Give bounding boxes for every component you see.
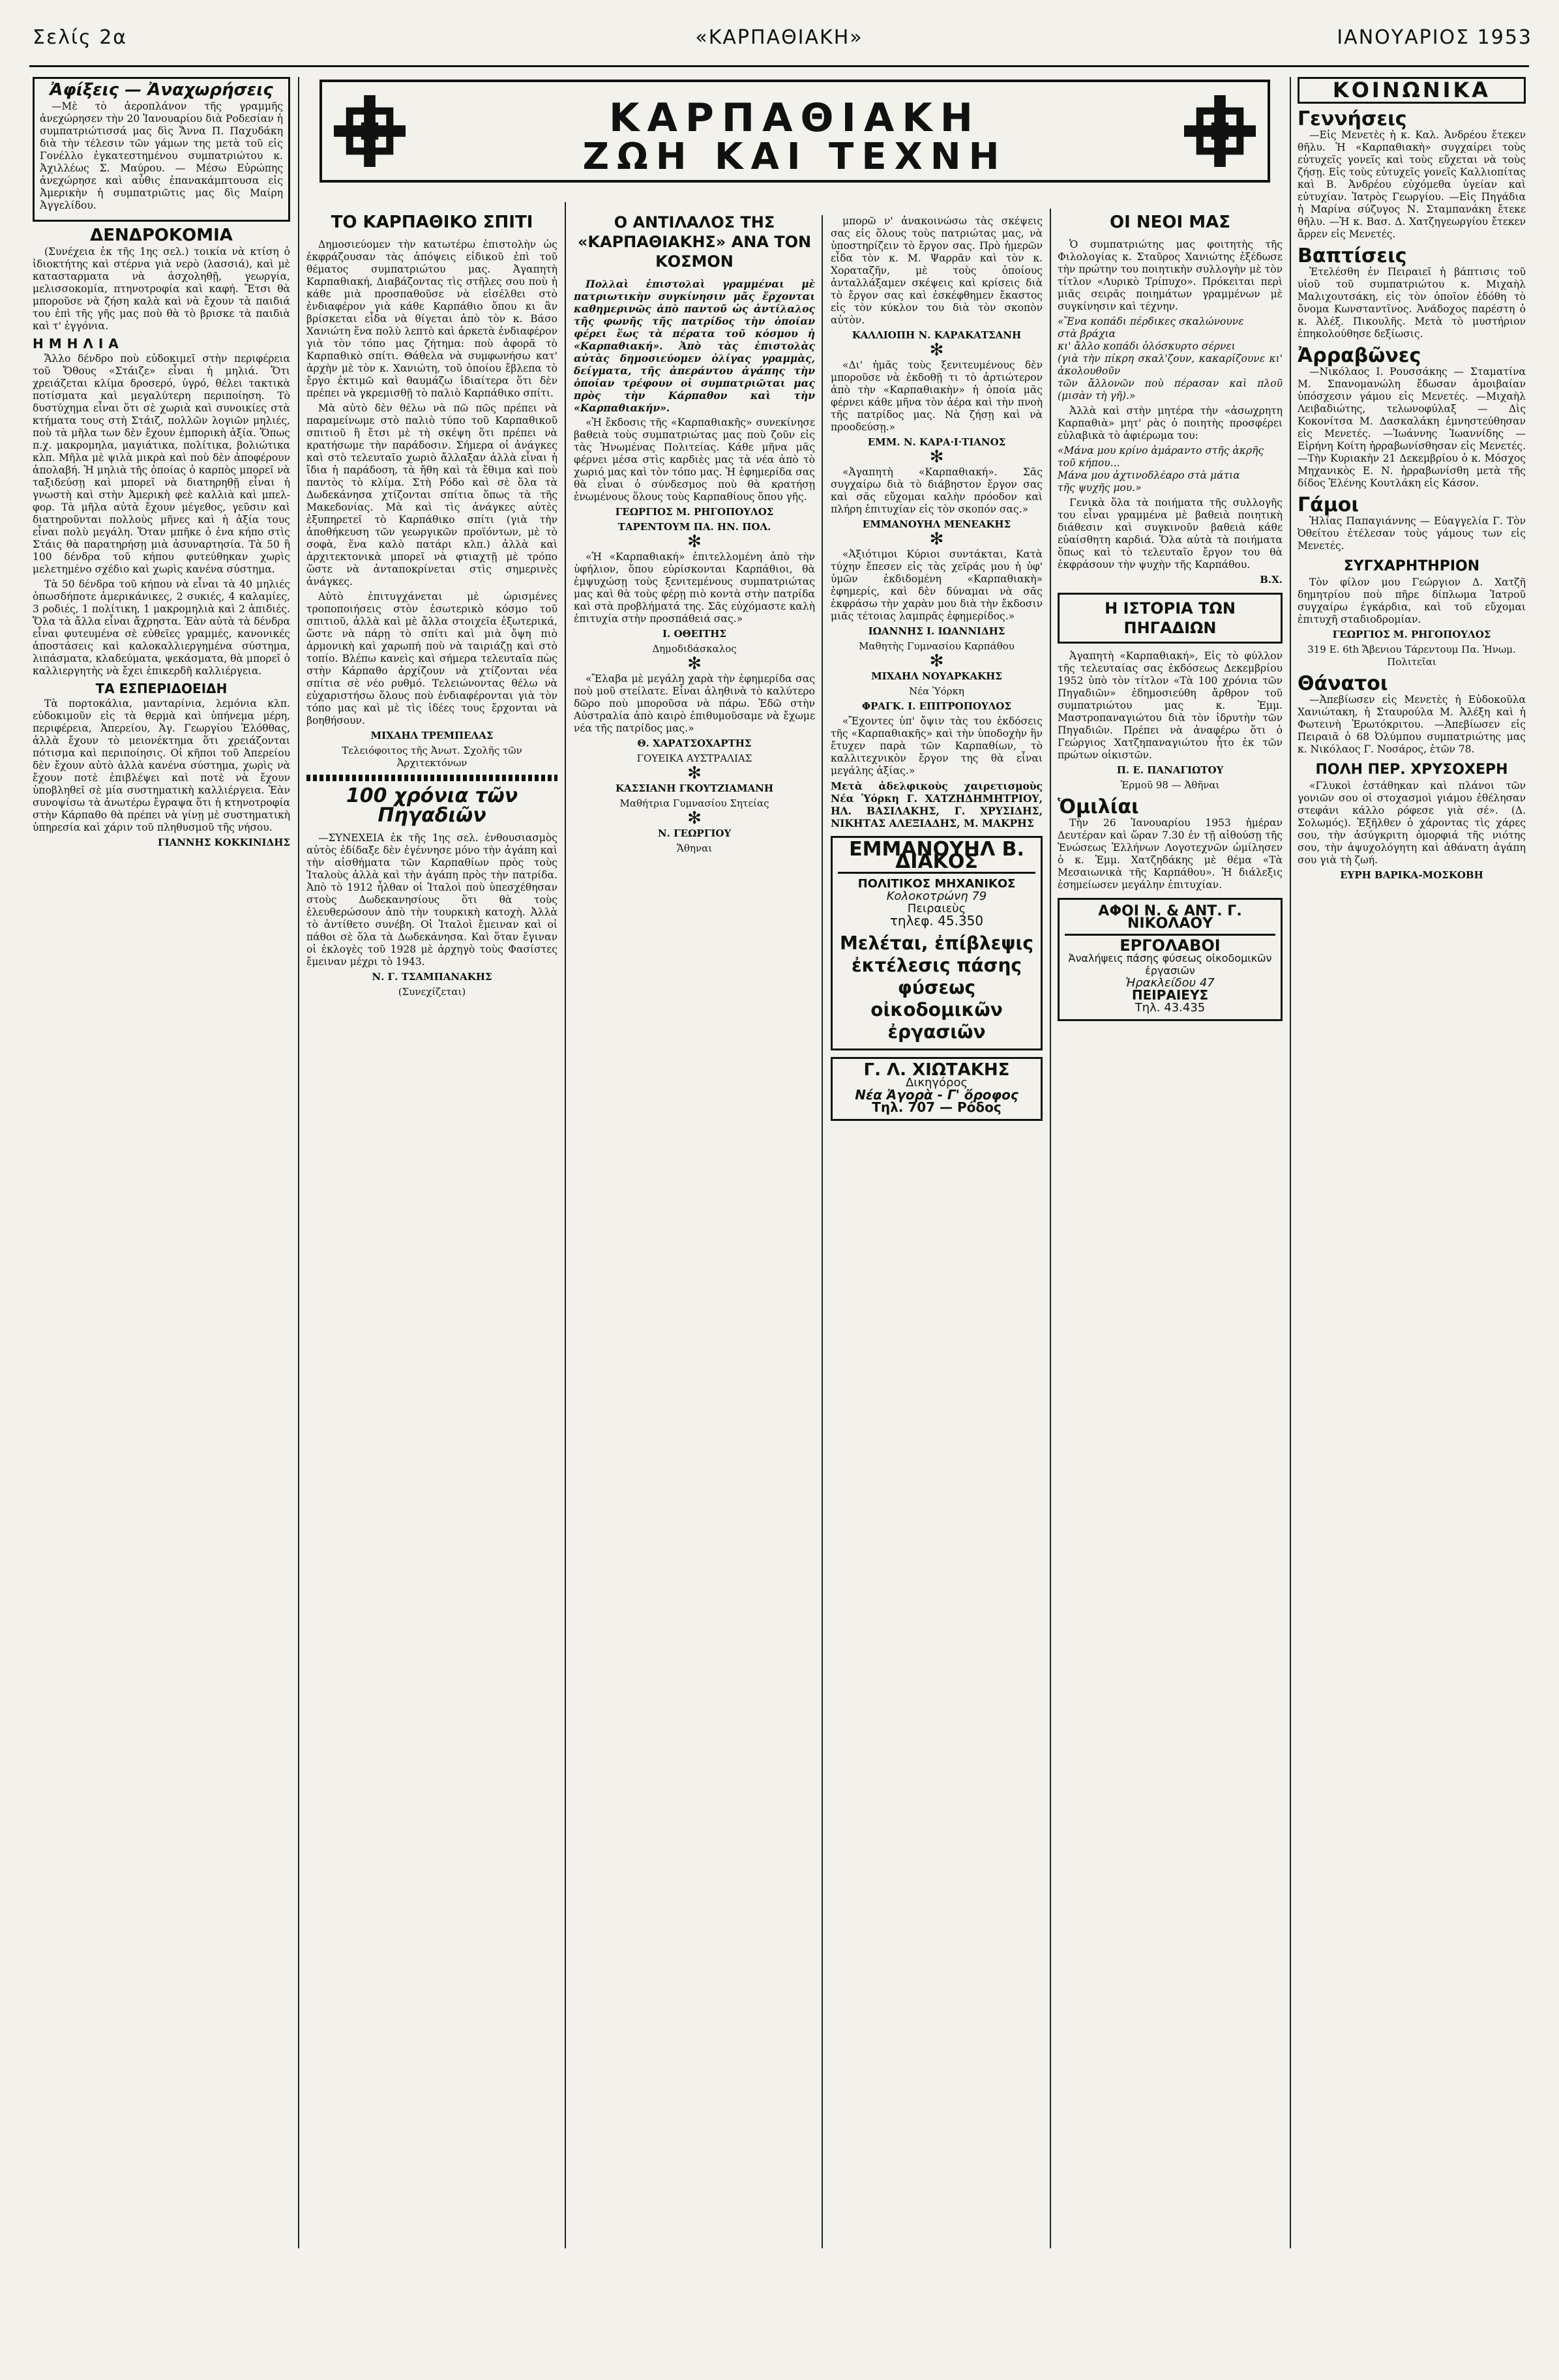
paragraph: «Ἔχοντες ὑπ' ὄψιν τὰς του ἐκδόσεις τῆς «Καρπαθιακῆς» καὶ τὴν ὑποδοχὴν ἣν ἔτυχεν παρὰ τῶν Καρπαθίων, τὸ καλλιτεχνικὸν ἔργον της θὰ εἶναι μεγάλης ἀξίας.» [831,715,1043,777]
ad-phone: Τηλ. 43.435 [1135,1001,1206,1015]
paragraph: —ΣΥΝΕΧΕΙΑ ἐκ τῆς 1ης σελ. ἐνθουσιασμὸς αὐτὸς ἐδίδαξε δὲν ἐγέννησε μόνο τὴν ἀγάπη καὶ τὴν αἰσθήματα τῶν Καρπαθίων πρὸς τοὺς Ἰταλοὺς ἀλλὰ καὶ τὴν ἀγάπη πρὸς τὴν πατρίδα. Ἀπὸ τὸ 1912 ἦλθαν οἱ Ἰταλοὶ ποὺ ὑπεσχέθησαν στοὺς Δωδεκανησίους ὅτι θὰ τοὺς ἐλευθερώσουν ἀπὸ τὴν τουρκικὴ κατοχὴ. Ἀλλὰ τὸ ἀντίθετο συνέβη. Οἱ Ἰταλοὶ ἔμειναν καὶ οἱ πάθοι σὲ ὅλα τὰ Δωδεκάνησα. Καὶ ὅταν ἔγιναν οἱ ἐκλογὲς τοῦ 1928 μὲ ἀρχηγὸ τοὺς Φασίστες ἔμειναν μέχρι τὸ 1943. [306,832,557,968]
signature: ΦΡΑΓΚ. Ι. ΕΠΙΤΡΟΠΟΥΛΟΣ [862,700,1011,712]
signature: ΓΕΩΡΓΙΟΣ Μ. ΡΗΓΟΠΟΥΛΟΣ [615,506,774,518]
folk-motif-icon [1184,95,1256,167]
paragraph: Ὁ συμπατριώτης μας φοιτητὴς τῆς Φιλολογίας κ. Σταῦρος Χανιώτης ἐξέδωσε τὴν πρώτην του ποιητικὴν συλλογὴν μὲ τὸν τίτλον «Λυρικὸ Τρίπυχο». Πρόκειται περὶ μιᾶς σειρᾶς ποιημάτων γραμμένων μὲ συγκίνησιν καὶ τέχνην. [1058,239,1283,312]
signature-title: Μαθήτρια Γυμνασίου Σητείας [619,797,769,809]
column-2 [306,209,557,2373]
paragraph: Ἀλλὰ καὶ στὴν μητέρα τὴν «ἀσωχρητη Καρπαθιὰ» μητ' ρὰς ὁ ποιητὴς προσφέρει εὐλαβικὰ τὸ ἀφιέρωμα του: [1058,405,1283,441]
ad-body: Ἀναλήψεις πάσης φύσεως οἰκοδομικῶν ἐργασιῶν [1068,952,1272,977]
signature-title: Μαθητὴς Γυμνασίου Καρπάθου [859,640,1015,652]
column-divider [822,215,823,2248]
paragraph: Ἀγαπητὴ «Καρπαθιακή», Εἰς τὸ φύλλον τῆς τελευταίας σας ἐκδόσεως Δεκεμβρίου 1952 ὑπὸ τὸν τίτλον «Τὰ 100 χρόνια τῶν Πηγαδιῶν» ἐδημοσιεύθη ἄρθρον τοῦ συμπατριώτου μας κ. Ἐμμ. Μαστροπαναγιώτου διὰ τὸν ἰδρυτὴν τῶν Πηγαδιῶν. Πρέπει νὰ ἀναφέρω ὅτι ὁ Γεώργιος Χατζηπαναγιώτου ἦτο ἐκ τῶν πρώτων οἰκιστῶν. [1058,650,1283,761]
star-separator-icon: ✻ [687,654,702,674]
signature: ΓΙΑΝΝΗΣ ΚΟΚΚΙΝΙΔΗΣ [157,837,290,848]
paragraph: μπορῶ ν' ἀνακοινώσω τὰς σκέψεις σας εἰς ὅλους τοὺς πατριώτας μας, νὰ ὑποστηρίζειν τὸ ἔργον σας. Πρὸ ἡμερῶν εἶδα τὸν κ. Μ. Ψαρρᾶν καὶ τὸν κ. Χοραταζῆν, μὲ τοὺς ὁποίους ἀνταλλάξαμεν σκέψεις καὶ κρίσεις διὰ τὸ ἔργον σας καὶ ἐσκέφθημεν ἔκαστος εἰς τὸν κύκλον του διὰ τὸν σκοπὸν αὐτὸν. [831,215,1043,326]
ad-role: ΠΟΛΙΤΙΚΟΣ ΜΗΧΑΝΙΚΟΣ [857,877,1016,891]
column-4 [831,215,1043,2380]
ad-name: ΕΜΜΑΝΟΥΗΛ Β. ΔΙΑΚΟΣ [838,843,1035,874]
paragraph: «Ἔλαβα μὲ μεγάλη χαρὰ τὴν ἐφημερίδα σας ποὺ μοῦ στείλατε. Εἶναι ἀληθινὰ τὸ καλύτερο δῶρο ποὺ μποροῦσα νὰ πάρω. Ἐδῶ στὴν Αὐστραλία ἀπὸ καιρὸ ἐπιθυμοῦσαμε νὰ ἔχωμε νέα τῆς πατρίδος μας.» [574,673,815,734]
column-5 [1058,209,1283,2373]
signature-group: Μετὰ ἀδελφικοὺς χαιρετισμοὺς Νέα Ὑόρκη Γ. ΧΑΤΖΗΔΗΜΗΤΡΙΟΥ, ΗΛ. ΒΑΣΙΛΑΚΗΣ, Γ. ΧΡΥΣΙΔΗΣ, ΝΙΚΗΤΑΣ ΑΛΕΞΙΑΔΗΣ, Μ. ΜΑΚΡΗΣ [831,780,1043,829]
paragraph: Ἡλίας Παπαγιάννης — Εὐαγγελία Γ. Τὸν Ὀθείτου ἐτέλεσαν τοὺς γάμους των εἰς Μενετές. [1298,515,1526,552]
ad-address: Κολοκοτρώνη 79 [886,889,987,903]
section-banner [319,80,1270,183]
ad-role: ΕΡΓΟΛΑΒΟΙ [1120,936,1221,955]
signature: Ν. ΓΕΩΡΓΙΟΥ [657,827,732,839]
ad-name: ΑΦΟΙ Ν. & ΑΝΤ. Γ. ΝΙΚΟΛΑΟΥ [1065,905,1275,936]
paragraph: «Ἀγαπητὴ «Καρπαθιακή». Σᾶς συγχαίρω διὰ τὸ διάβηστον ἔργον σας καὶ σᾶς εὔχομαι καλὴν πρόοδον καὶ πλήρη ἐπιτυχίαν εἰς τὸν σκοπόν σας.» [831,466,1043,515]
pigadia-history-box [1058,593,1283,644]
signature: ΕΜΜ. Ν. ΚΑΡΑ·Ι·ΤΙΑΝΟΣ [867,436,1006,448]
column-divider [1050,209,1051,2248]
paragraph: Τὰ πορτοκάλια, μανταρίνια, λεμόνια κλπ. εὐδοκιμοῦν εἰς τὰ θερμὰ καὶ ὑπήνεμα μέρη, περιφέρεια, Ἀπερείου, Ἀγ. Γεωργίου Ἐλόθθας, ἀλλὰ ἔχουν τὸ μειονέκτημα ὅτι χρειάζονται πότισμα καὶ περιποίησις. Οἱ κῆποι τοῦ Ἀπερείου δὲν ἔχουν αὐτὸ ἀλλὰ κανένα σύστημα, χωρὶς νὰ ἔχουν ποτὲ ἐπιβλέψει καὶ ποτὲ νὰ ἔχουν ὑποβληθεῖ σὲ μία συστηματικὴ καλλιέργεια. Ἐὰν συνοψίσω τὰ ἀνωτέρω ἔγραψα ὅτι ἡ κτηνοτροφία στὴν Κάρπαθο θὰ πρέπει νὰ γίνῃ μὲ συστηματικὴ ὑπηρεσία καὶ χάριν τοῦ πληθυσμοῦ τῆς νήσου. [33,698,290,833]
ad-role: Δικηγόρος [905,1076,968,1090]
paragraph: Ἄλλο δένδρο ποὺ εὐδοκιμεῖ στὴν περιφέρεια τοῦ Ὄθους «Στάιζε» εἶναι ἡ μηλιά. Ὅτι χρειάζεται κλίμα δροσερό, ὑγρό, θέλει τακτικὰ ποτίσματα καὶ μεγαλύτερη περιποίηση. Τὸ δυστύχημα εἶναι ὅτι σὲ χωριὰ καὶ συνοικίες στὰ κτήματα τους στὴ Στάιζ, πολλῶν λογιῶν μηλιές, ποὺ τὰ μῆλα των δὲν ἔχουν ἐμπορικὴ ἀξία. Ὅπως π.χ. μακρομηλα, μαγιάτικα, πολίτικα, βολιώτικα κλπ. Μῆλα μὲ ψιλὰ μικρὰ καὶ ποὺ δὲν ἀποφέρουν ἀπολαβή. Ἡ μηλιὰ τῆς ὁποίας ὁ καρπὸς μπορεῖ νὰ ταξιδεύσῃ καὶ μπορεῖ νὰ διατηρηθῇ εἶναι ἡ γνωστὴ καὶ στὴν Ἀμερικὴ φεὲ καλλιὰ καὶ μπελ-φορ. Τὰ μῆλα αὐτὰ ἔχουν μέγεθος, γεῦσιν καὶ διατηροῦνται πολλοὺς μῆνες καὶ ἡ ἀξία τους εἶναι πολὺ μεγάλη. Ὅταν μπῆκε ὁ ἐνα κήπο στὶς Στάις θὰ παρατηρήσῃ μιὰ ἀσυναρτησία. Τὰ 50 ἢ 100 δένδρα τοῦ κήπου φυτεύθηκαν χωρὶς μελετημένο σχέδιο καὶ χωρὶς κανένα σύστημα. [33,353,290,575]
signature: ΚΑΛΛΙΟΠΗ Ν. ΚΑΡΑΚΑΤΣΑΝΗ [852,329,1022,341]
ad-address: Ἡρακλείδου 47 [1125,976,1215,990]
advertisement-diakos [831,836,1043,1050]
paragraph: Τὸν φίλον μου Γεώργιον Δ. Χατζῆ δημητρίου ποὺ πῆρε δίπλωμα Ἰατροῦ συγχαίρω ἐγκάρδια, καὶ τοῦ εὔχομαι ἐπιτυχῆ σταδιοδρομίαν. [1298,576,1526,625]
paragraph: —Ἀπεβίωσεν εἰς Μενετὲς ἡ Εὐδοκοῦλα Χανιώτακη, ἡ Σταυρούλα Μ. Ἀλέξη καὶ ἡ Φωτεινὴ Ἐρωτόκριτου. —Ἀπεβίωσεν εἰς Πειραιᾶ ὁ 68 Ὀλύμπου συμπατριώτης μας κ. Νικόλαος Γ. Νοσάρος, ἐτῶν 78. [1298,694,1526,755]
heading-vaptiseis: Βαπτίσεις [1298,245,1407,267]
ad-name: Γ. Λ. ΧΙΩΤΑΚΗΣ [863,1060,1010,1080]
article-title-istoria-pigadion: Η ΙΣΤΟΡΙΑ ΤΩΝ ΠΗΓΑΔΙΩΝ [1105,599,1236,637]
page-number: Σελίς 2α [33,26,128,49]
star-separator-icon: ✻ [687,764,702,783]
paragraph: «Γλυκοὶ ἐστάθηκαν καὶ πλάνοι τῶν γονιῶν σου οἱ στοχασμοὶ γιάμου ἐθέλησαν στεφάνι κάλλο ρόφεσε γιὰ σέ». (Δ. Σολωμός). Ἐξῆλθεν ὁ χάροντας τὶς χάρες σου, τὴν ἀσύγκριτη ὀμορφιά τῆς νιότης σου, τὴν ἀψυχολόγητη καὶ ἀθάνατη ἀγάπη σου γιὰ τὴ ζωή. [1298,780,1526,866]
star-separator-icon: ✻ [929,447,944,467]
koinonika-title: ΚΟΙΝΩΝΙΚΑ [1332,78,1491,102]
heading-genniseis: Γεννήσεις [1298,108,1407,130]
arrivals-box [33,77,290,222]
signature: Π. Ε. ΠΑΝΑΓΙΩΤΟΥ [1116,764,1224,776]
heading-arravones: Ἀρραβῶνες [1298,344,1421,367]
paragraph: Δημοσιεύομεν τὴν κατωτέρω ἐπιστολὴν ὡς ἐκφράζουσαν τὰς ἀπόψεις εἰδικοῦ ἐπὶ τοῦ θέματος συμπατριώτου μας. Ἀγαπητὴ Καρπαθιακή, Διαβάζοντας τὶς στῆλες σου ποὺ ἡ κάθε μιὰ προσπαθοῦσε νὰ εἰσέλθει στὸ ἐνδιαφέρον γιὰ κάθε Καρπάθιο ὅπου κι ἂν βρίσκεται εἶδα νὰ θίγεται ἀπὸ τὸν κ. Βάσο Χανιώτη ἕνα πολὺ λεπτὸ καὶ ἀρκετὰ ἐνδιαφέρον γιὰ τὸν τόπο μας ζήτημα: ποὺ ἀφορᾶ τὸ Καρπαθικὸ σπίτι. Θάθελα νὰ συμφωνήσω κατ' ἀρχὴν μὲ τὸν κ. Χανιώτη, τοῦ ὁποίου ἔβλεπα τὸ ἔργο ἐκτιμῶ καὶ θαυμάζω ἰδιαίτερα ὅτι δὲν πρέπει νὰ γκρεμισθῇ τὸ παλιὸ Καρπάθικο σπίτι. [306,239,557,399]
heading-dendrokomia: ΔΕΝΔΡΟΚΟΜΙΑ [90,226,233,245]
signature-place: ΓΟΥΕΙΚΑ ΑΥΣΤΡΑΛΙΑΣ [636,752,752,764]
signature: ΕΜΜΑΝΟΥΗΛ ΜΕΝΕΑΚΗΣ [862,518,1011,530]
star-separator-icon: ✻ [929,529,944,549]
heading-esperidoeidi: ΤΑ ΕΣΠΕΡΙΔΟΕΙΔΗ [95,681,228,696]
heading-thanatoi: Θάνατοι [1298,672,1388,695]
signature-place: ΤΑΡΕΝΤΟΥΜ ΠΑ. ΗΝ. ΠΟΛ. [617,521,771,533]
star-separator-icon: ✻ [687,532,702,552]
article-title-antilalos: Ο ΑΝΤΙΛΑΛΟΣ ΤΗΣ «ΚΑΡΠΑΘΙΑΚΗΣ» ΑΝΑ ΤΟΝ ΚΟΣΜΟΝ [577,213,812,271]
signature-note: (Συνεχίζεται) [398,986,466,998]
signature: Ι. ΟΘΕΙΤΗΣ [662,628,726,640]
column-divider [565,202,566,2248]
arrivals-text: —Μὲ τὸ ἀεροπλάνον τῆς γραμμῆς ἀνεχώρησεν τὴν 20 Ἰανουαρίου διὰ Ροδεσίαν ἡ συμπατριώτισσά μας δὶς Ἄννα Π. Παχυδάκη διὰ τὴν τέλεσιν τῶν γάμων της μετὰ τοῦ εἰς Γονέλλο ἐγκατεστημένου συμπατριώτου κ. Ἀχιλλέως Σ. Μαύρου. — Μέσω Εὐρώπης ἀνεχώρησε καὶ αὖθις ἐπανακάμπτουσα εἰς Ἀμερικὴν ἡ συμπατριῶτις μας δὶς Μαίρη Ἀγγελίδου. [40,100,283,211]
ad-phone: τηλεφ. 45.350 [889,913,984,929]
paragraph: «Ἡ ἔκδοσις τῆς «Καρπαθιακῆς» συνεκίνησε βαθειὰ τοὺς συμπατριώτας μας ποὺ ζοῦν εἰς τὰς Ἡνωμένας Πολιτείας. Κάθε μῆνα μᾶς φέρνει μέσα στὶς καρδιὲς μας τὰ νέα ἀπὸ τὸ χωριό μας καὶ τὸν τόπο μας. Ἡ ἐφημερίδα σας θὰ εἶναι ὁ σύνδεσμος ποὺ θὰ κρατήσῃ ἑνωμένους ὅλους τοὺς Καρπαθίους ὅπου γῆς. [574,417,815,503]
paragraph: Τὰ 50 δένδρα τοῦ κήπου νὰ εἶναι τὰ 40 μηλιές ὁπωσδήποτε ἀμερικάνικες, 2 συκιές, 4 καλαμίες, 3 ροδιές, 1 πολίτικη, 1 μακρομηλιὰ καὶ 2 ἀπιδιές. Ὅλα τὰ ἄλλα εἶναι ἄχρηστα. Ἐὰν αὐτὰ τὰ δένδρα εἶναι φυτευμένα σὲ εὐθεῖες γραμμές, κανονικές ἀποστάσεις καὶ καλοκαλλιεργημένα σύστημα, λιπάσματα, κλαδεύματα, ψεκάσματα, θὰ μπορεῖ ὁ καλλιεργητὴς νὰ ἔχει ἐπικερδῆ καλλιέργεια. [33,578,290,677]
signature: ΕΥΡΗ ΒΑΡΙΚΑ-ΜΟΣΚΟΒΗ [1340,869,1483,881]
signature: Β.Χ. [1260,574,1283,586]
paragraph: Μὰ αὐτὸ δὲν θέλω νὰ πῶ πῶς πρέπει νὰ παραμείνωμε στὸ παλιὸ τύπο τοῦ Καρπαθικοῦ σπιτιοῦ ἢ ἔτσι μὲ τὴ σκέψη ὅτι πρέπει νὰ κρατήσωμε τὴν παράδοσιν. Σήμερα οἱ ἀνάγκες καὶ στὸ τελευταῖο χωριὸ ἄλλαξαν ἀλλὰ εἶναι ἡ ἴδια ἡ παράδοση, τὰ ἤθη καὶ τὰ ἔθιμα καὶ ποὺ παντὸς τὸ κλίμα. Στὴ Ρόδο καὶ σὲ ὅλα τὰ Δωδεκάνησα χτίζονται σπίτια ὅπως τὰ τῆς Μακεδονίας. Μὰ καὶ τὶς ἀνάγκες αὐτὲς ἐξυπηρετεῖ τὸ Καρπάθικο σπίτι (γιὰ τὴν ἀποθήκευση τῶν γεωργικῶν προϊόντων, μὲ τὸ σοφὰ, ἕνα καλὸ πατάρι κλπ.) ἀλλὰ καὶ ἀρχιτεκτονικὰ μπορεῖ νὰ φτιαχτῇ μὲ τρόπο ὥστε νὰ ἀνταποκρίνεται στὶς σημερινὲς ἀνάγκες. [306,402,557,588]
paragraph: —Εἰς Μενετὲς ἡ κ. Καλ. Ἀνδρέου ἔτεκεν θῆλυ. Ἡ «Καρπαθιακὴ» συγχαίρει τοὺς εὐτυχεῖς γονεῖς καὶ τοὺς εὔχεται νὰ τοὺς ζήσῃ. Εἰς τοὺς εὐτυχεῖς γονεῖς Καλλιοπίτας καὶ Β. Ἀνδρέου εὐχόμεθα ὑγείαν καὶ εὐτυχίαν. Ἰατρὸς Γεωργίου. —Εἰς Πηγάδια ἡ Μαρίνα σύζυγος Ν. Σταμπανάκη ἔτεκε θῆλυ. —Ἡ κ. Βασ. Δ. Χατζηγεωργίου ἔτεκεν ἄρρεν εἰς Μενετές. [1298,129,1526,240]
signature: ΜΙΧΑΗΛ ΤΡΕΜΠΕΛΑΣ [370,730,494,741]
header-rule [29,65,1529,67]
signature-place: Νέα Ὑόρκη [909,685,964,697]
article-title-100-chronia: 100 χρόνια τῶν Πηγαδιῶν [346,784,518,827]
article-intro: Πολλαὶ ἐπιστολαὶ γραμμέναι μὲ πατριωτικὴν συγκίνησιν μᾶς ἔρχονται καθημερινῶς ἀπὸ παντοῦ ὡς ἀντίλαλος τῆς φωνῆς τῆς πατρίδος τὴν ὁποίαν φέρει ἕως τὰ πέρατα τοῦ κόσμου ἡ «Καρπαθιακή». Ἀπὸ τὰς ἐπιστολὰς αὐτὰς δημοσιεύομεν ὀλίγας γραμμὰς, δείγματα, τῆς ἀπεράντου ἀγάπης τὴν ὁποίαν τρέφουν οἱ συμπατριῶται μας πρὸς τὴν Κάρπαθον καὶ τὴν «Καρπαθιακήν». [574,278,815,414]
divider [306,775,557,781]
paragraph: Τὴν 26 Ἰανουαρίου 1953 ἡμέραν Δευτέραν καὶ ὥραν 7.30 ἐν τῇ αἰθούσῃ τῆς Ἑνώσεως Ἑλλήνων Λογοτεχνῶν ὡμίλησεν ὁ κ. Ἐμμ. Χατζηδάκης μὲ θέμα «Τὰ Μεσαιωνικὰ τῆς Καρπάθου». Ἡ διάλεξις ἐσημείωσεν μεγάλην ἐπιτυχίαν. [1058,817,1283,891]
heading-omiliai: Ὁμιλίαι [1058,796,1139,818]
signature: Ν. Γ. ΤΣΑΜΠΑΝΑΚΗΣ [372,971,492,983]
article-title-karpathiko-spiti: ΤΟ ΚΑΡΠΑΘΙΚΟ ΣΠΙΤΙ [331,213,533,232]
signature: ΙΩΑΝΝΗΣ Ι. ΙΩΑΝΝΙΔΗΣ [868,625,1005,637]
signature-title: Δημοδιδάσκαλος [652,643,737,655]
ad-address: Νέα Ἀγορὰ - Γ' ὄροφος [855,1087,1018,1103]
paragraph: «Ἡ «Καρπαθιακή» ἐπιτελλομένη ἀπὸ τὴν ὑφήλιον, ὅπου εὑρίσκονται Καρπάθιοι, θὰ ἐμψυχώσῃ τοὺς ξενιτεμένους συμπατριώτας μας καὶ θὰ τοὺς φέρῃ πιὸ κοντὰ στὴν πατρίδα καὶ στὰ προβλήματά της. Σᾶς εὐχόμαστε καλὴ ἐπιτυχία στὴν προσπάθειά σας.» [574,551,815,625]
ad-city: Πειραιεὺς [907,902,966,915]
signature: Θ. ΧΑΡΑΤΣΟΧΑΡΤΗΣ [637,737,752,749]
column-6 [1298,77,1526,2242]
column-3 [574,209,815,2373]
column-divider [1290,77,1291,2248]
page-header [20,26,1539,65]
banner-title-line2: ΖΩΗ ΚΑΙ ΤΕΧΝΗ [582,136,1007,178]
paragraph: (Συνέχεια ἐκ τῆς 1ης σελ.) τοικία νὰ κτίση ὁ ἰδιοκτήτης καὶ στέρνα γιὰ νερὸ (λασσιά), καὶ μὲ κατασταρματα νὰ ἀσχοληθῇ, γεωργία, μελισσοκομία, πτηνοτροφία καὶ καφή. Ἔτσι θὰ μποροῦσε νὰ ζήση καλὰ καὶ νὰ ἔχουν τὰ παιδιά του ἐπὶ τῆς γῆς μας ποὺ θὰ τὸ βρισκε τὰ παιδιὰ καὶ τ' ἐγγόνια. [33,246,290,332]
signature-address: Ἐρμοῦ 98 — Ἀθῆναι [1120,779,1220,791]
issue-date: ΙΑΝΟΥΑΡΙΟΣ 1953 [1337,26,1532,49]
paragraph: Ἐτελέσθη ἐν Πειραιεῖ ἡ βάπτισις τοῦ υἱοῦ τοῦ συμπατριώτου κ. Μιχαὴλ Μαλιχουτσάκη, εἰς τὸν ὁποῖον ἐδόθη τὸ ὄνομα Κωνσταντῖνος. Ἀνάδοχος παρέστη ὁ κ. Ἀλέξ. Πικουλῆς. Μετὰ τὸ μυστήριον ἐπηκολούθησε δεξίωσις. [1298,266,1526,340]
star-separator-icon: ✻ [687,809,702,828]
signature: ΚΑΣΣΙΑΝΗ ΓΚΟΥΤΖΙΑΜΑΝΗ [616,782,773,794]
article-title-oi-neoi-mas: ΟΙ ΝΕΟΙ ΜΑΣ [1110,213,1230,232]
signature: ΓΕΩΡΓΙΟΣ Μ. ΡΗΓΟΠΟΥΛΟΣ [1332,629,1491,640]
poem: «Ἕνα κοπάδι πέρδικες σκαλώνουνε στὰ βράχια κι' ἄλλο κοπάδι ὁλόσκυρτο σέρνει (γιὰ τὴν πίκρη σκαλ'ζουν, κακαρίζουνε κι' ἀκολουθοῦν τῶν ἄλλονῶν ποὺ πέρασαν καὶ πλοῦ (μισὰν τὴ γῆ).» [1058,316,1283,402]
signature-place: Ἄθηναι [676,842,713,854]
paragraph: «Δι' ἡμᾶς τοὺς ξενιτευμένους δὲν μποροῦσε νὰ ἐκδοθῇ τι τὸ ἀρτιώτερον ἀπὸ τὴν «Καρπαθιακὴν» ἡ ὁποία μᾶς φέρνει κάθε μῆνα τὸν ἀέρα καὶ τὴν πνοὴ τῆς πατρίδος μας. Νὰ ζήσῃ καὶ νὰ προοδεύσῃ.» [831,359,1043,433]
arrivals-title: Ἀφίξεις — Ἀναχωρήσεις [50,80,273,100]
advertisement-chiotakis [831,1057,1043,1121]
heading-poli-chrysocheri: ΠΟΛΗ ΠΕΡ. ΧΡΥΣΟΧΕΡΗ [1315,762,1508,778]
column-divider [298,77,299,2248]
star-separator-icon: ✻ [929,651,944,671]
column-1 [33,77,290,2242]
banner-title-line1: ΚΑΡΠΑΘΙΑΚΗ [608,95,981,141]
heading-syncharitirion: ΣΥΓΧΑΡΗΤΗΡΙΟΝ [1343,558,1480,574]
paragraph: Γενικὰ ὅλα τὰ ποιήματα τῆς συλλογῆς του εἶναι γραμμένα μὲ βαθειὰ ποιητικὴ διάθεσιν καὶ συγκινοῦν βαθειὰ κάθε εὐαίσθητη καρδιά. Ὅλα αὐτὰ τὰ ποιήματα ὅπως καὶ τὸ τελευταῖο ἔργον του θὰ ἐκφράσουν τὴν ψυχὴν τῆς Καρπάθου. [1058,497,1283,571]
ad-city: ΠΕΙΡΑΙΕΥΣ [1131,987,1209,1003]
advertisement-nikolaou [1058,898,1283,1021]
masthead: «ΚΑΡΠΑΘΙΑΚΗ» [695,26,863,49]
koinonika-box [1298,77,1526,104]
star-separator-icon: ✻ [929,340,944,360]
heading-gamoi: Γάμοι [1298,494,1359,516]
paragraph: —Νικόλαος Ι. Ρουσσάκης — Σταματίνα Μ. Σπανομανώλη ἔδωσαν ἀμοιβαίαν ὑπόσχεσιν γάμου εἰς Μενετές. —Μιχαὴλ Λειβαδιώτης, τελωνοφύλαξ — Δὶς Κοκονίτσα Μ. Δασκαλάκη ἐμνηστεύθησαν εἰς Μενετές. —Ἰωάννης Ἰωαννίδης — Εἰρήνη Κοίτη ἠρραβωνίσθησαν εἰς Μενετές. —Τὴν Κυριακὴν 21 Δεκεμβρίου ὁ κ. Μόσχος Μηχανικὸς Ε. Ν. ἠρραβωνίσθη μετὰ τῆς δίδος Ἑλένης Κουτλάκη εἰς Κάσον. [1298,366,1526,489]
ad-body: Μελέται, ἐπίβλεψις ἐκτέλεσις πάσης φύσεως οἰκοδομικῶν ἐργασιῶν [840,932,1033,1043]
signature-title: Τελειόφοιτος τῆς Ἀνωτ. Σχολῆς τῶν Ἀρχιτεκτόνων [342,745,522,769]
paragraph: Αὐτὸ ἐπιτυγχάνεται μὲ ὡρισμένες τροποποιήσεις στὸν ἐσωτερικὸ κόσμο τοῦ σπιτιοῦ, ἀλλὰ καὶ μὲ ἄλλα στοιχεῖα ἐξωτερικά, ὥστε νὰ πάρῃ τὸ σπίτι καὶ μιὰ ὄψη πιὸ ἁρμονικὴ καὶ χαρωπή ποὺ νὰ ταιριάζῃ καὶ στὸ τοπίο. Βλέπω κανεὶς καὶ σήμερα τελευταῖα πὼς στὴν Κάρπαθο ἀρχίζουν νὰ χτίζονται νέα σπίτια σὲ νέο ρυθμό. Τελειώνοντας θέλω νὰ εὐχαριστήσω ὅλους ποὺ ἐνδιαφέρονται γιὰ τὸν τόπο μας καὶ μὲ τὶς ἰδέες τους ἔρχονται νὰ βοηθήσουν. [306,591,557,726]
heading-milia: ΗΜΗΛΙΑ [33,336,124,351]
signature: ΜΙΧΑΗΛ ΝΟΥΑΡΚΑΚΗΣ [871,670,1002,682]
poem: «Μάνα μου κρίνο ἀμάραντο στῆς ἀκρῆς τοῦ κήπου... Μάνα μου ἀχτινοδλέαρο στὰ μάτια τῆς ψυχῆς μου.» [1058,445,1264,494]
signature-address: 319 Ε. 6th Ἄβενιου Τάρεντουμ Πα. Ἡνωμ. Πολιτεῖαι [1307,644,1516,668]
paragraph: «Ἀξιότιμοι Κύριοι συντάκται, Κατὰ τύχην ἔπεσεν εἰς τὰς χεῖράς μου ἡ ὑφ' ὑμῶν ἐκδιδομένη «Καρπαθιακὴ» ἐφημερίς, καὶ δὲν δύναμαι νὰ σᾶς ἐκφράσω τὴν χαρὰν μου διὰ τὴν ἔκδοσιν μιᾶς τέτοιας λαμπρᾶς ἐφημερίδος.» [831,548,1043,622]
ad-phone: Τηλ. 707 — Ρόδος [872,1099,1002,1115]
